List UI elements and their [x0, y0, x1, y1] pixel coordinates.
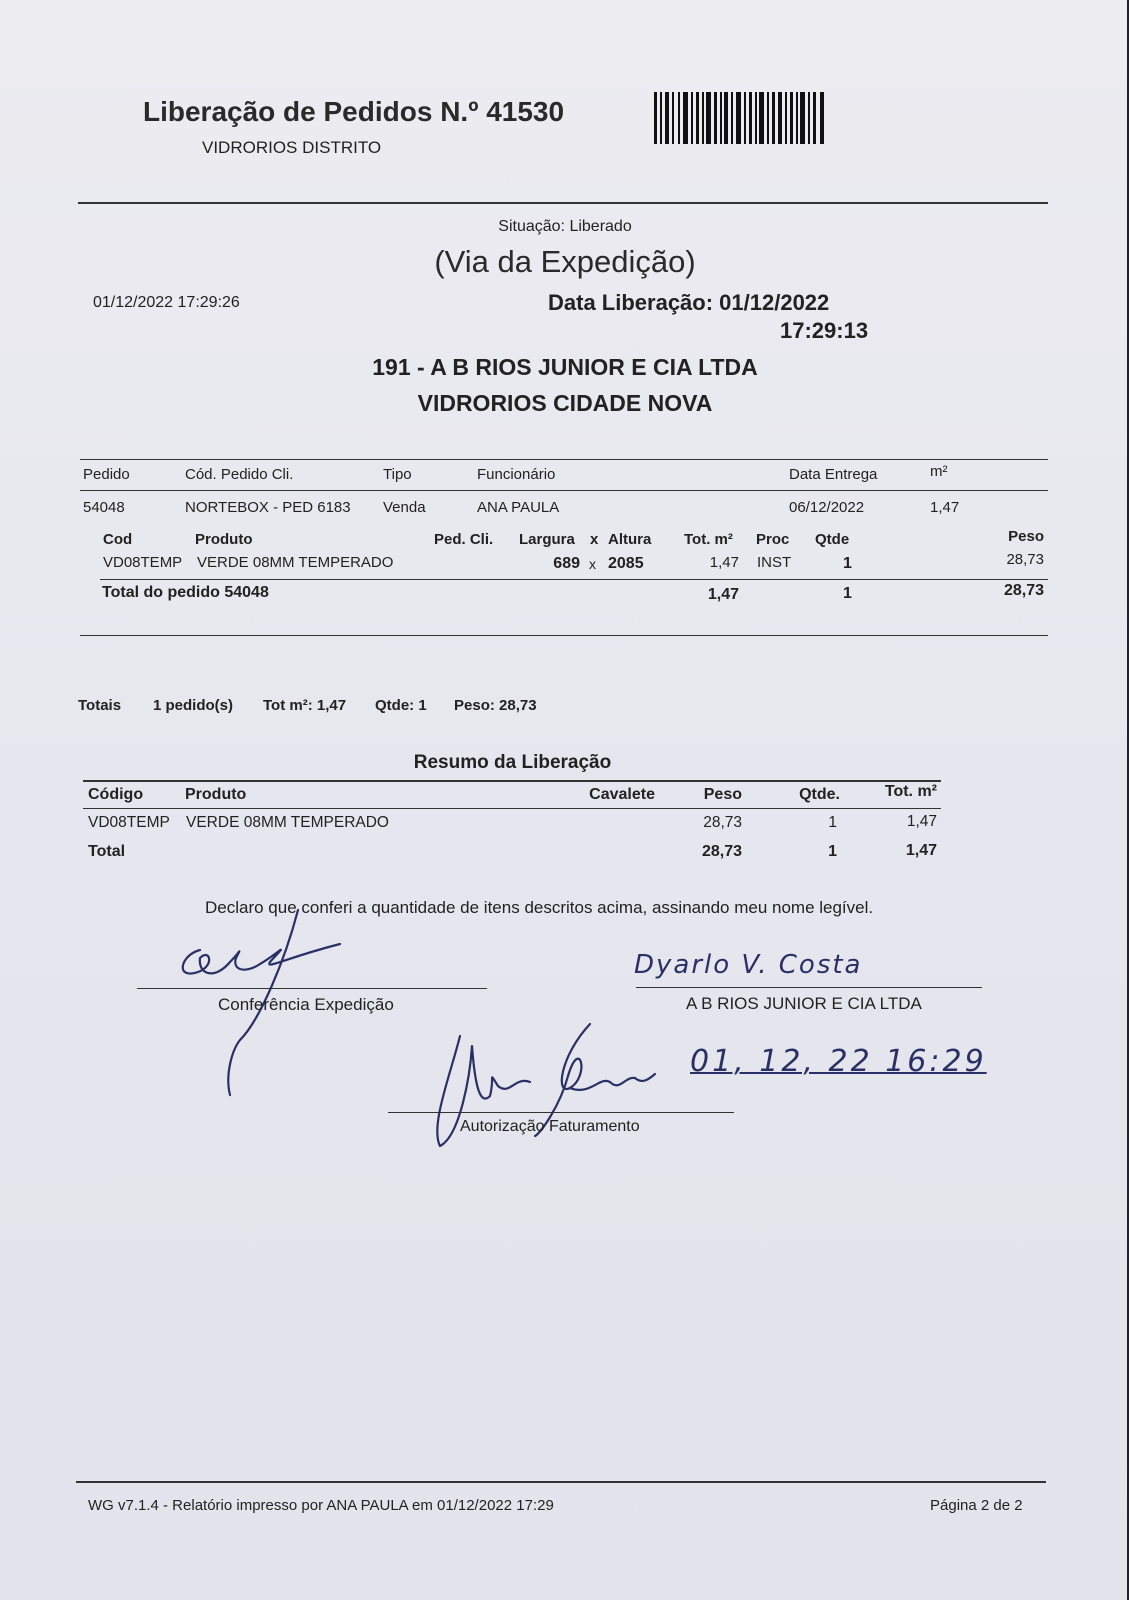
item-x: x	[589, 556, 596, 572]
item-cod: VD08TEMP	[103, 554, 183, 571]
totals-qtde: Qtde: 1	[375, 697, 427, 714]
order-funcionario: ANA PAULA	[477, 499, 560, 516]
summary-col-qtde: Qtde.	[799, 786, 840, 803]
summary-qtde: 1	[828, 814, 837, 831]
printed-datetime: 01/12/2022 17:29:26	[93, 294, 240, 311]
summary-produto: VERDE 08MM TEMPERADO	[186, 814, 389, 831]
col-pedido: Pedido	[83, 466, 130, 483]
item-col-largura: Largura	[519, 531, 575, 548]
item-col-produto: Produto	[195, 531, 253, 548]
item-col-peso: Peso	[1008, 528, 1044, 545]
order-table-top-rule	[80, 459, 1048, 460]
item-col-qtde: Qtde	[815, 531, 850, 548]
item-peso: 28,73	[1006, 551, 1044, 568]
summary-total-tot-m2: 1,47	[905, 842, 937, 859]
handwritten-date: 01, 12, 22 16:29	[690, 1044, 987, 1079]
order-cod-pedido-cli: NORTEBOX - PED 6183	[185, 499, 351, 516]
footer-print-info: WG v7.1.4 - Relatório impresso por ANA PAULA em 01/12/2022 17:29	[88, 1497, 554, 1514]
release-date: Data Liberação: 01/12/2022	[548, 290, 830, 315]
summary-header-rule	[83, 808, 941, 809]
col-data-entrega: Data Entrega	[789, 466, 878, 483]
header-divider	[78, 202, 1048, 204]
totals-tot-m2: Tot m²: 1,47	[263, 697, 347, 714]
summary-col-produto: Produto	[185, 786, 247, 803]
client-signature-line	[636, 987, 982, 988]
client-name: 191 - A B RIOS JUNIOR E CIA LTDA	[372, 354, 758, 380]
order-header-rule	[80, 490, 1048, 491]
barcode-icon	[654, 92, 826, 144]
totals-peso: Peso: 28,73	[454, 697, 537, 714]
item-col-altura: Altura	[608, 531, 652, 548]
order-total-label: Total do pedido 54048	[102, 584, 269, 601]
item-col-x: x	[590, 531, 599, 548]
col-cod-pedido-cli: Cód. Pedido Cli.	[185, 466, 294, 483]
summary-col-peso: Peso	[703, 786, 742, 803]
order-table-bottom-rule	[80, 635, 1048, 636]
release-time: 17:29:13	[780, 318, 869, 343]
item-col-cod: Cod	[103, 531, 133, 548]
conferencia-label: Conferência Expedição	[218, 995, 394, 1014]
footer-page-number: Página 2 de 2	[930, 1497, 1023, 1514]
client-handwritten-name: Dyarlo V. Costa	[634, 950, 863, 980]
autorizacao-label: Autorização Faturamento	[460, 1118, 640, 1135]
order-total-qtde: 1	[843, 585, 852, 602]
order-tipo: Venda	[383, 499, 426, 516]
summary-total-qtde: 1	[828, 843, 837, 860]
document-title: Liberação de Pedidos N.º 41530	[143, 96, 565, 127]
item-qtde: 1	[843, 555, 852, 572]
order-pedido: 54048	[83, 499, 125, 516]
totals-label: Totais	[78, 697, 122, 714]
item-col-ped-cli: Ped. Cli.	[434, 531, 494, 548]
item-proc: INST	[757, 554, 792, 571]
autorizacao-line	[388, 1112, 734, 1113]
item-tot-m2: 1,47	[709, 554, 739, 571]
conferencia-line	[137, 988, 487, 989]
summary-col-tot-m2: Tot. m²	[884, 783, 937, 800]
totals-pedidos: 1 pedido(s)	[153, 697, 234, 714]
summary-title: Resumo da Liberação	[413, 752, 612, 773]
item-altura: 2085	[608, 555, 644, 572]
via-label: (Via da Expedição)	[434, 244, 696, 279]
item-produto: VERDE 08MM TEMPERADO	[197, 554, 394, 571]
order-total-rule	[100, 579, 1048, 580]
order-m2: 1,47	[930, 499, 960, 516]
company-name: VIDRORIOS DISTRITO	[202, 138, 382, 157]
order-data-entrega: 06/12/2022	[789, 499, 865, 516]
item-col-proc: Proc	[756, 531, 790, 548]
summary-codigo: VD08TEMP	[88, 814, 170, 831]
summary-col-cavalete: Cavalete	[589, 786, 655, 803]
summary-total-peso: 28,73	[701, 843, 742, 860]
summary-tot-m2: 1,47	[906, 813, 937, 830]
order-total-tot-m2: 1,47	[707, 586, 739, 603]
summary-col-codigo: Código	[88, 786, 144, 803]
order-total-peso: 28,73	[1003, 582, 1044, 599]
item-largura: 689	[553, 555, 580, 572]
col-funcionario: Funcionário	[477, 466, 556, 483]
declaration-text: Declaro que conferi a quantidade de itens descritos acima, assinando meu nome legível.	[205, 898, 874, 917]
col-m2: m²	[930, 463, 948, 480]
footer-divider	[76, 1481, 1046, 1483]
summary-total-label: Total	[88, 843, 126, 860]
client-signature-label: A B RIOS JUNIOR E CIA LTDA	[686, 994, 922, 1013]
summary-top-rule	[83, 780, 941, 782]
client-store: VIDRORIOS CIDADE NOVA	[417, 390, 713, 416]
status-text: Situação: Liberado	[498, 218, 632, 235]
item-col-tot-m2: Tot. m²	[684, 531, 733, 548]
summary-peso: 28,73	[703, 814, 742, 831]
col-tipo: Tipo	[383, 466, 412, 483]
